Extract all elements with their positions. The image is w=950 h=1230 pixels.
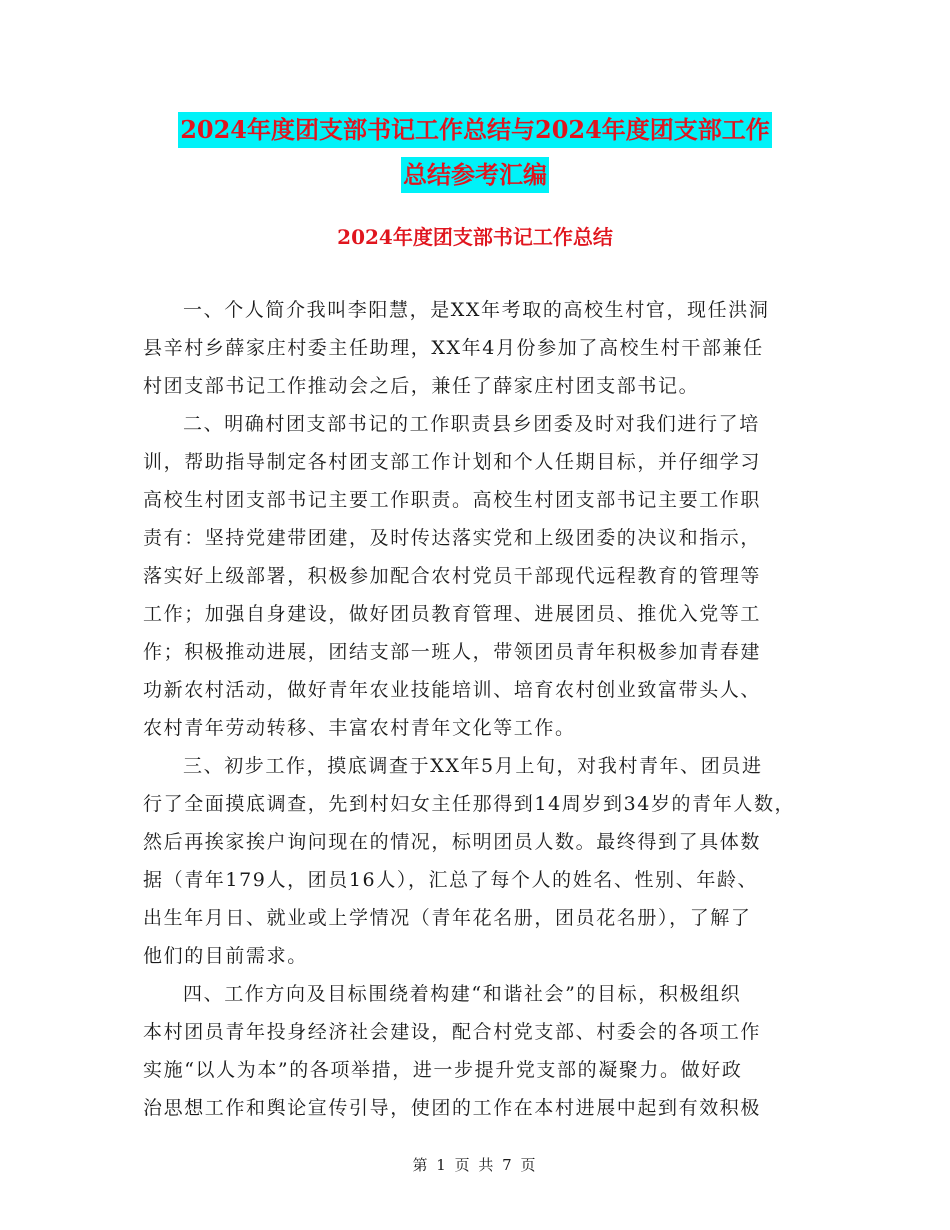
- document-title: [120, 112, 830, 202]
- paragraph-4: [143, 975, 818, 1127]
- text-line: 然后再挨家挨户询问现在的情况，标明团员人数。最终得到了具体数: [143, 831, 762, 853]
- text-line: 高校生村团支部书记主要工作职责。高校生村团支部书记主要工作职: [143, 489, 762, 511]
- text-line: 功新农村活动，做好青年农业技能培训、培育农村创业致富带头人、: [143, 679, 762, 701]
- text-line: 本村团员青年投身经济社会建设，配合村党支部、村委会的各项工作: [143, 1021, 762, 1043]
- text-line: 村团支部书记工作推动会之后，兼任了薛家庄村团支部书记。: [143, 375, 700, 397]
- text-line: 落实好上级部署，积极参加配合农村党员干部现代远程教育的管理等: [143, 565, 762, 587]
- text-line: 出生年月日、就业或上学情况（青年花名册，团员花名册），了解了: [143, 907, 752, 929]
- text-line: 一、个人简介我叫李阳慧，是XX年考取的高校生村官，现任洪洞: [183, 299, 770, 321]
- text-line: 实施“以人为本”的各项举措，进一步提升党支部的凝聚力。做好政: [143, 1059, 743, 1081]
- text-line: 责有：坚持党建带团建，及时传达落实党和上级团委的决议和指示，: [143, 527, 762, 549]
- text-line: 县辛村乡薛家庄村委主任助理，XX年4月份参加了高校生村干部兼任: [143, 337, 764, 359]
- text-line: 据（青年179人，团员16人），汇总了每个人的姓名、性别、年龄、: [143, 869, 759, 891]
- text-line: 作；积极推动进展，团结支部一班人，带领团员青年积极参加青春建: [143, 641, 762, 663]
- body-text: [143, 291, 818, 1127]
- text-line: 工作；加强自身建设，做好团员教育管理、进展团员、推优入党等工: [143, 603, 762, 625]
- title-line-1: 2024年度团支部书记工作总结与2024年度团支部工作: [178, 112, 772, 148]
- text-line: 训，帮助指导制定各村团支部工作计划和个人任期目标，并仔细学习: [143, 451, 762, 473]
- text-line: 治思想工作和舆论宣传引导，使团的工作在本村进展中起到有效积极: [143, 1097, 762, 1119]
- page-footer: 第 1 页 共 7 页: [412, 1156, 538, 1174]
- paragraph-2: [143, 405, 818, 747]
- text-line: 行了全面摸底调查，先到村妇女主任那得到14周岁到34岁的青年人数，: [143, 793, 796, 815]
- title-line-2: 总结参考汇编: [401, 157, 549, 193]
- text-line: 三、初步工作，摸底调查于XX年5月上旬，对我村青年、团员进: [183, 755, 763, 777]
- paragraph-1: [143, 291, 818, 405]
- text-line: 农村青年劳动转移、丰富农村青年文化等工作。: [143, 717, 576, 739]
- text-line: 四、工作方向及目标围绕着构建“和谐社会”的目标，积极组织: [183, 983, 742, 1005]
- section-heading: 2024年度团支部书记工作总结: [337, 225, 613, 249]
- text-line: 二、明确村团支部书记的工作职责县乡团委及时对我们进行了培: [183, 413, 760, 435]
- paragraph-3: [143, 747, 818, 975]
- text-line: 他们的目前需求。: [143, 945, 308, 967]
